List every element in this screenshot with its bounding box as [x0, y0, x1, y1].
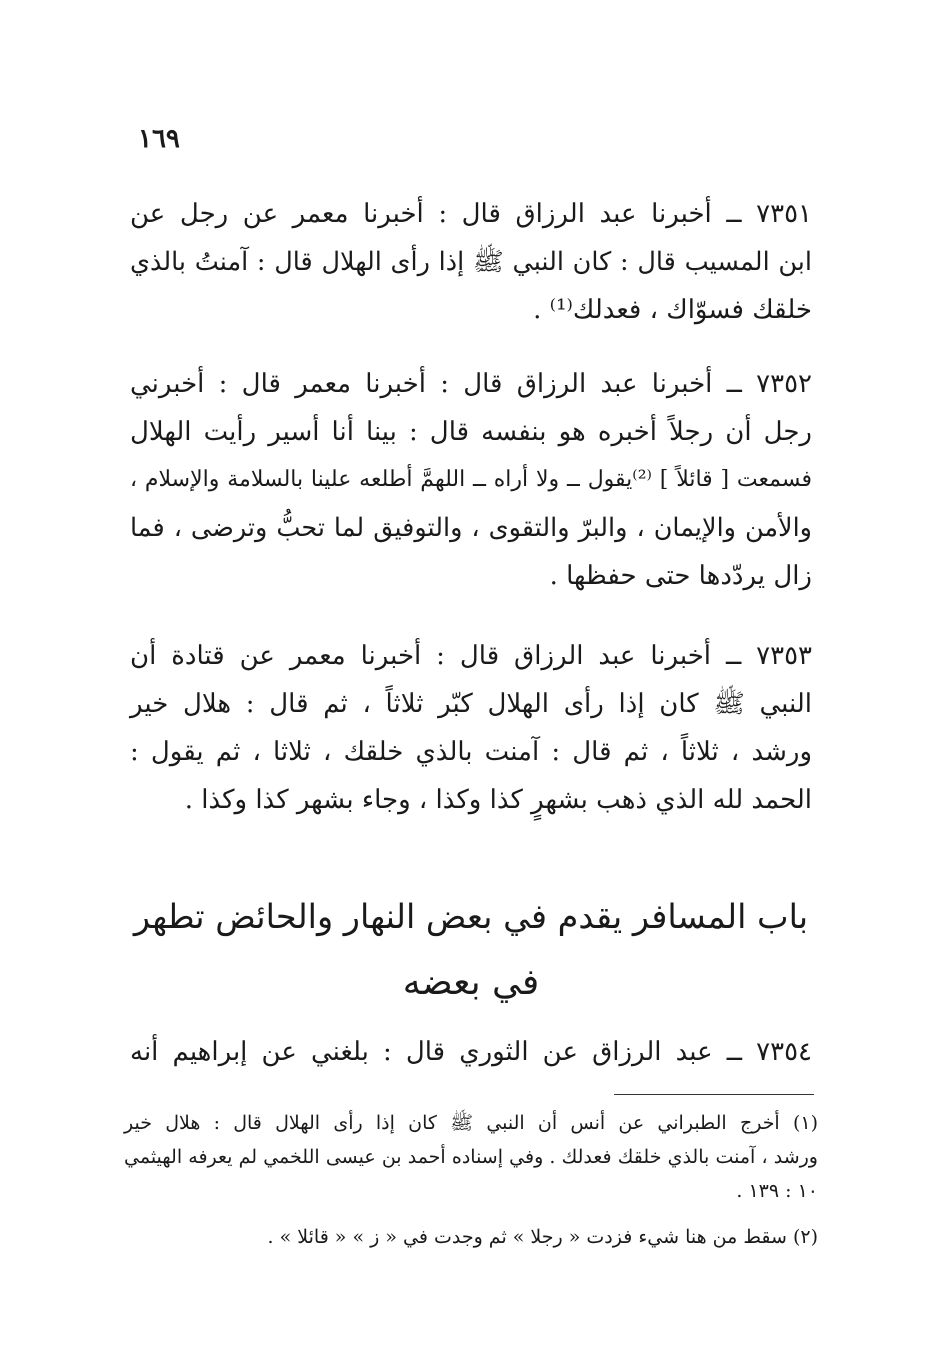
chapter-heading: [130, 884, 812, 1016]
footnote-line: ١٠ : ١٣٩ .: [736, 1180, 818, 1202]
text-line: زال يردّدها حتى حفظها .: [549, 561, 812, 591]
text-line: خلقك فسوّاك ، فعدلك⁽¹⁾ .: [533, 295, 812, 325]
page-number: ١٦٩: [138, 124, 180, 154]
text-line: ٧٣٥٤ ــ عبد الرزاق عن الثوري قال : بلغني عن إبراهيم أنه: [130, 1037, 812, 1067]
footnote-line: ورشد ، آمنت بالذي خلقك فعدلك . وفي إسناده أحمد بن عيسى اللخمي لم يعرفه الهيثمي: [124, 1146, 818, 1168]
footnote-line: (٢) سقط من هنا شيء فزدت « رجلا » ثم وجدت في « ز » « قائلا » .: [267, 1226, 818, 1248]
text-line: فسمعت [ قائلاً ] ⁽²⁾يقول ــ ولا أراه ــ اللهمَّ أطلعه علينا بالسلامة والإسلام ،: [130, 467, 812, 492]
hadith-entry-7352: [130, 360, 812, 600]
text-line: ٧٣٥٢ ــ أخبرنا عبد الرزاق قال : أخبرنا معمر قال : أخبرني: [130, 369, 812, 399]
hadith-entry-7354: [130, 1028, 812, 1076]
footnote-divider: [614, 1094, 814, 1095]
chapter-title-line: باب المسافر يقدم في بعض النهار والحائض تطهر: [133, 897, 809, 936]
text-line: ورشد ، ثلاثاً ، ثم قال : آمنت بالذي خلقك ، ثلاثا ، ثم يقول :: [130, 737, 812, 767]
footnote-2: [124, 1220, 818, 1254]
text-line: والأمن والإيمان ، والبرّ والتقوى ، والتوفيق لما تحبُّ وترضى ، فما: [130, 513, 812, 543]
hadith-entry-7351: [130, 190, 812, 334]
text-line: النبي ﷺ كان إذا رأى الهلال كبّر ثلاثاً ، ثم قال : هلال خير: [130, 689, 812, 719]
chapter-title-line: في بعضه: [402, 962, 540, 1003]
text-line: ٧٣٥١ ــ أخبرنا عبد الرزاق قال : أخبرنا معمر عن رجل عن: [130, 199, 812, 229]
hadith-entry-7353: [130, 632, 812, 824]
footnote-1: [124, 1106, 818, 1208]
text-line: ابن المسيب قال : كان النبي ﷺ إذا رأى الهلال قال : آمنتُ بالذي: [130, 247, 812, 277]
text-line: ٧٣٥٣ ــ أخبرنا عبد الرزاق قال : أخبرنا معمر عن قتادة أن: [130, 641, 812, 671]
text-line: رجل أن رجلاً أخبره هو بنفسه قال : بينا أنا أسير رأيت الهلال: [130, 417, 812, 447]
text-line: الحمد لله الذي ذهب بشهرٍ كذا وكذا ، وجاء بشهر كذا وكذا .: [184, 785, 812, 815]
footnote-line: (١) أخرج الطبراني عن أنس أن النبي ﷺ كان إذا رأى الهلال قال : هلال خير: [124, 1112, 818, 1134]
